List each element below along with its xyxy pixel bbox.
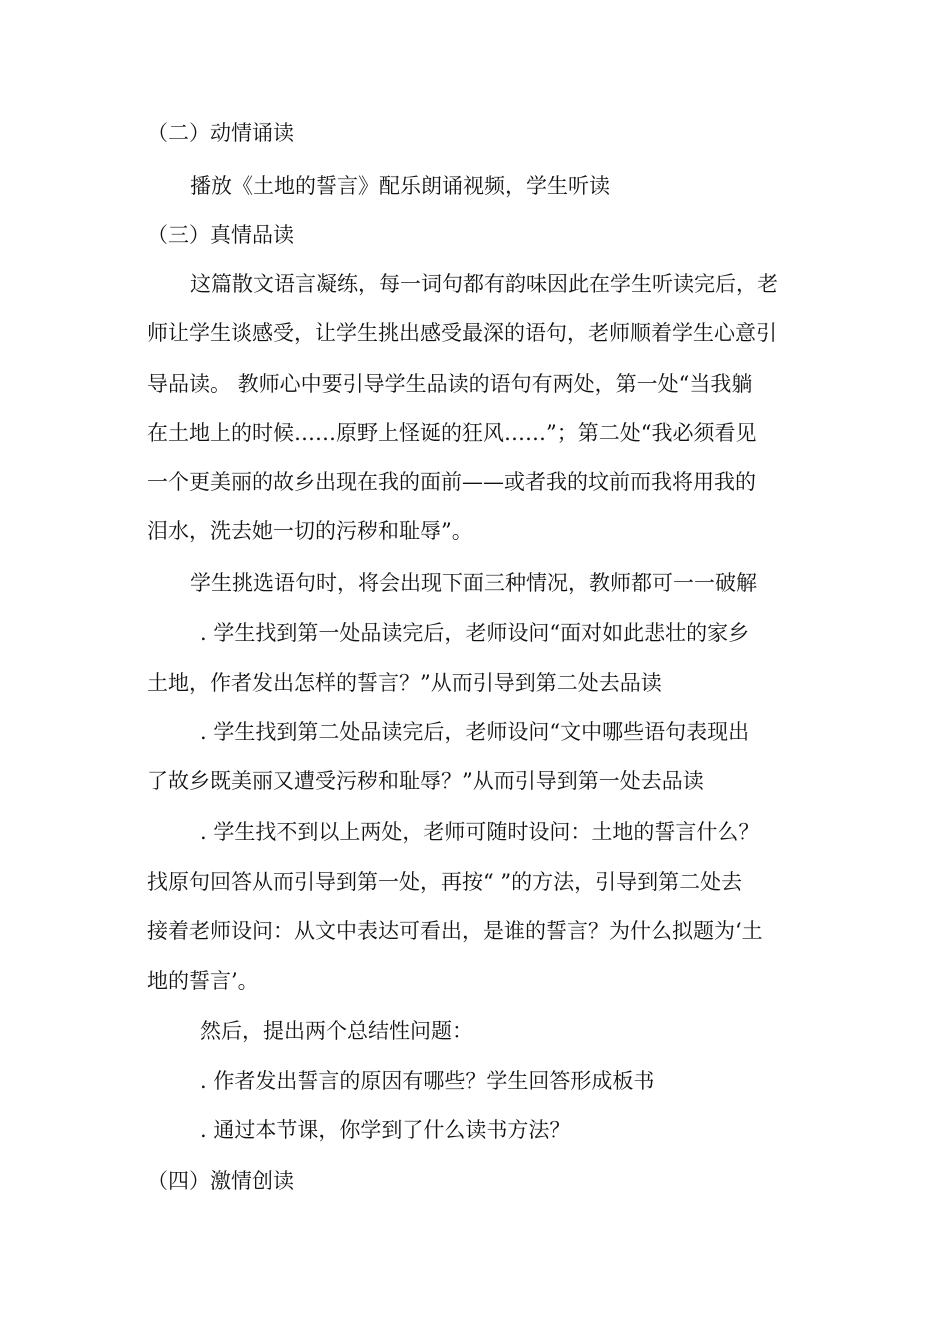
section-3-paragraph-line: 在土地上的时候……原野上怪诞的狂风……”；第二处“我必须看见 (147, 421, 757, 445)
section-3-paragraph-line: 这篇散文语言凝练，每一词句都有韵味因此在学生听读完后，老 (190, 272, 778, 296)
summary-intro: 然后，提出两个总结性问题： (200, 1019, 473, 1043)
section-heading-3: （三）真情品读 (147, 223, 294, 247)
situation-3-line: 接着老师设问：从文中表达可看出，是谁的誓言？为什么拟题为‘土 (147, 919, 763, 943)
summary-question-2: . 通过本节课，你学到了什么读书方法？ (200, 1118, 571, 1142)
section-3-paragraph-line: 泪水，洗去她一切的污秽和耻辱”。 (147, 519, 473, 543)
situation-1-line: 土地，作者发出怎样的誓言？”从而引导到第二处去品读 (147, 671, 662, 695)
section-2-paragraph: 播放《土地的誓言》配乐朗诵视频，学生听读 (190, 174, 610, 198)
situation-3-line: 找原句回答从而引导到第一处，再按“ ”的方法，引导到第二处去 (147, 870, 743, 894)
situation-2-line: . 学生找到第二处品读完后，老师设问“文中哪些语句表现出 (200, 720, 750, 744)
summary-question-1: . 作者发出誓言的原因有哪些？学生回答形成板书 (200, 1069, 655, 1093)
section-3-paragraph-line: 一个更美丽的故乡出现在我的面前——或者我的坟前而我将用我的 (147, 470, 756, 494)
section-heading-2: （二）动情诵读 (147, 121, 294, 145)
situation-3-line: 地的誓言’。 (147, 969, 259, 993)
section-3-paragraph-line: 师让学生谈感受，让学生挑出感受最深的语句，老师顺着学生心意引 (147, 321, 777, 345)
situations-intro: 学生挑选语句时，将会出现下面三种情况，教师都可一一破解 (190, 571, 757, 595)
section-heading-4: （四）激情创读 (147, 1169, 294, 1193)
situation-3-line: . 学生找不到以上两处，老师可随时设问：土地的誓言什么？ (200, 820, 760, 844)
situation-2-line: 了故乡既美丽又遭受污秽和耻辱？”从而引导到第一处去品读 (147, 769, 704, 793)
section-3-paragraph-line: 导品读。 教师心中要引导学生品读的语句有两处，第一处“当我躺 (147, 372, 753, 396)
situation-1-line: . 学生找到第一处品读完后，老师设问“面对如此悲壮的家乡 (200, 621, 750, 645)
